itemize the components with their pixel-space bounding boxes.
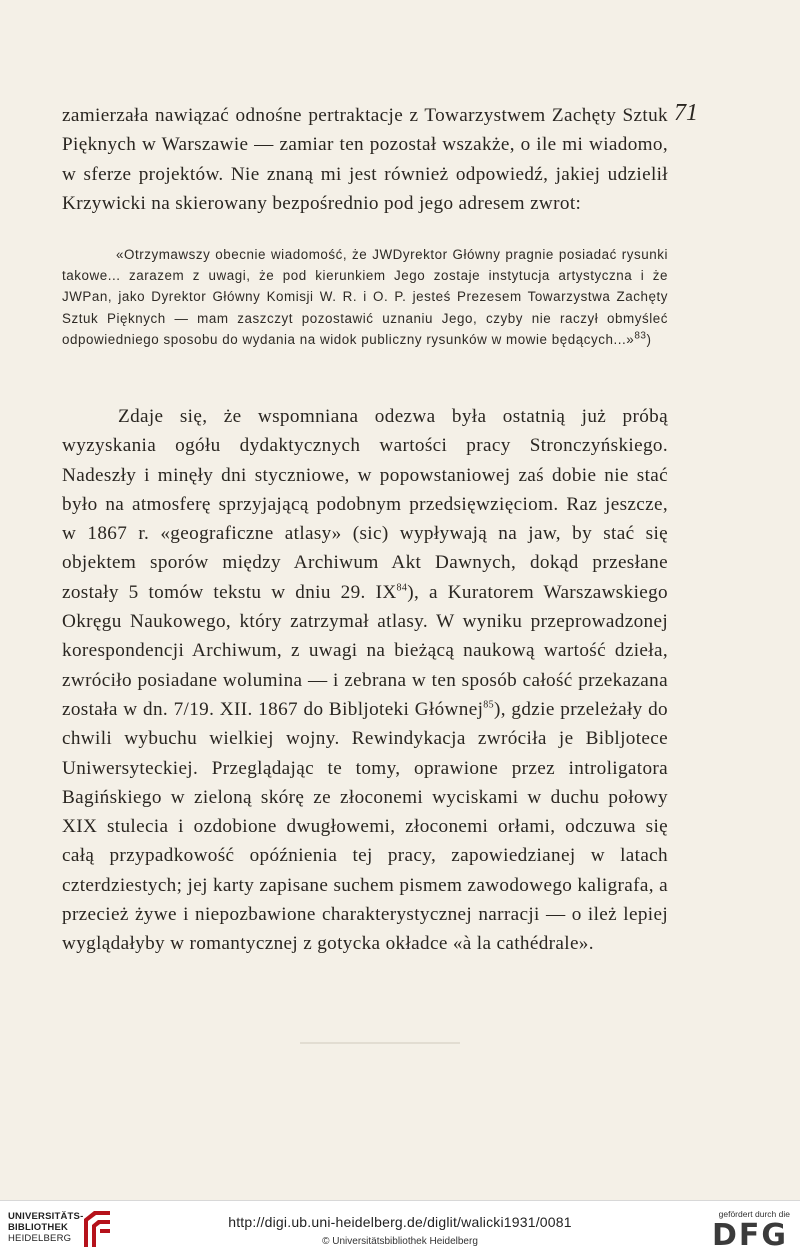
footer-bar <box>0 1200 800 1258</box>
page-number: 71 <box>674 100 698 126</box>
paragraph-2-part-a: Zdaje się, że wspomniana odezwa była ostatnią już próbą wyzyskania ogółu dydaktycznych wartości pracy Stronczyńskiego. Nadeszły i minęły dni styczniowe, w popowstaniowej zaś dobie nie stać było na atmosferę sprzyjającą podobnym przedsięwzięciom. Raz jeszcze, w 1867 r. «geograficzne atlasy» (sic) wypływają na jaw, by stać się objektem sporów między Archiwum Akt Dawnych, dokąd przesłane zostały 5 tomów tekstu w dniu 29. IX <box>62 406 668 603</box>
bleed-through-mark <box>300 1042 460 1044</box>
block-quote <box>62 244 668 350</box>
library-name-line-2: BIBLIOTHEK <box>8 1222 69 1233</box>
quote-close: ) <box>646 331 652 347</box>
footnote-ref-84: 84 <box>396 582 408 594</box>
paragraph-2-part-b: ), a Kuratorem Warszawskiego Okręgu Naukowego, który zatrzymał atlasy. W wyniku przeprowadzonej korespondencji Archiwum, z uwagi na bieżącą naukową wartość dzieła, zwróciło posiadane wolumina — i zebrana w ten sposób całość przekazana została w dn. 7/19. XII. 1867 do Bibljoteki Głównej <box>62 581 668 720</box>
copyright-notice: © Universitätsbibliothek Heidelberg <box>322 1236 478 1247</box>
permalink-url[interactable]: http://digi.ub.uni-heidelberg.de/diglit/walicki1931/0081 <box>228 1214 572 1230</box>
footnote-ref-85: 85 <box>483 699 494 711</box>
paragraph-2-part-c: ), gdzie przeleżały do chwili wybuchu wielkiej wojny. Rewindykacja zwróciła je Bibljotece Uniwersyteckiej. Przeglądając te tomy, oprawione przez introligatora Bagińskiego w zieloną skórę ze złoconemi wyciskami w duchu połowy XIX stulecia i ozdobione dwugłowemi, złoconemi orłami, odczuwa się całą przypadkowość opóźnienia tej pracy, zapowiedzianej w latach czterdziestych; jej karty zapisane suchem pismem zawodowego kaligrafa, a przecież żywe i niepozbawione charakterystycznej narracji — o ileż lepiej wyglądałyby w romantycznej z gotycka okładce «à la cathédrale». <box>62 698 668 955</box>
library-name-line-1: UNIVERSITÄTS- <box>8 1211 84 1222</box>
quote-text: «Otrzymawszy obecnie wiadomość, że JWDyrektor Główny pragnie posiadać rysunki takowe... zarazem z uwagi, że pod kierunkiem Jego zostaje instytucja artystyczna i że JWPan, jako Dyrektor Główny Komisji W. R. i O. P. jesteś Prezesem Towarzystwa Zachęty Sztuk Pięknych — mam zaszczyt pozostawić uznaniu Jego, czyby nie raczył obmyśleć odpowiedniego sposobu do wydania na widok publiczny rysunków w mowie będących...» <box>62 247 668 347</box>
paragraph-1: zamierzała nawiązać odnośne pertraktacje z Towarzystwem Zachęty Sztuk Pięknych w Warszawie — zamiar ten pozostał wszakże, o ile mi wiadomo, w sferze projektów. Nie znaną mi jest również odpowiedź, jakiej udzielił Krzywicki na skierowany bezpośrednio pod jego adresem zwrot: <box>62 105 668 214</box>
dfg-logo[interactable]: DFG <box>711 1218 788 1253</box>
funding-note: gefördert durch die <box>718 1209 790 1219</box>
footnote-ref-83: 83 <box>634 330 647 342</box>
paragraph-2 <box>62 402 668 959</box>
library-name-line-3: HEIDELBERG <box>8 1233 72 1244</box>
